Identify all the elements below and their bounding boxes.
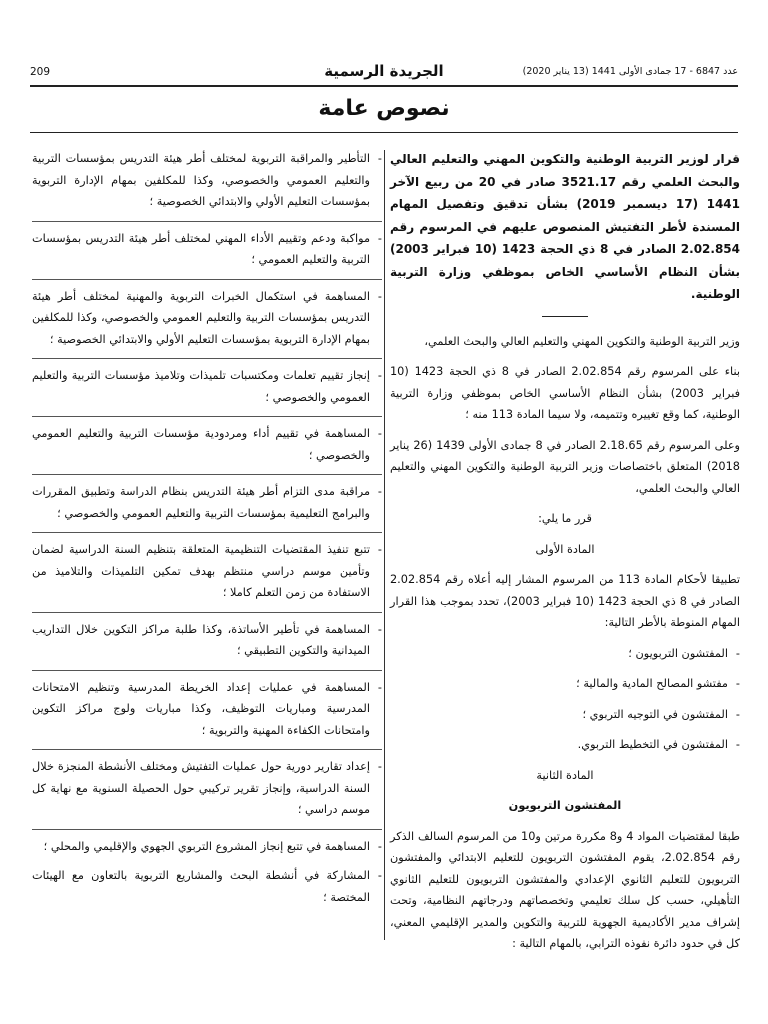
list-item: - مراقبة مدى التزام أطر هيئة التدريس بنظام الدراسة وتطبيق المقررات والبرامج التعليمية بمؤسسات التربية والتعليم العمومي والخصوصي ؛ (32, 485, 382, 520)
gazette-title: الجريدة الرسمية (324, 62, 444, 80)
decree-title: قرار لوزير التربية الوطنية والتكوين المهني والتعليم العالي والبحث العلمي رقم 3521.17 صادر في 20 من ربيع الآخر 1441 (17 ديسمبر 2019) بشأن تدقيق وتفصيل المهام المسندة لأطر التفتيش المنصوص عليهم في المرسوم رقم 2.02.854 الصادر في 8 ذي الحجة 1423 (10 فبراير 2003) بشأن النظام الأساسي الخاص بموظفي وزارة التربية الوطنية. (390, 152, 741, 301)
legal-basis-1: بناء على المرسوم رقم 2.02.854 الصادر في 8 ذي الحجة 1423 (10 فبراير 2003) بشأن النظام الأساسي الخاص بموظفي وزارة التربية الوطنية، كما وقع تغييره وتتميمه، ولا سيما المادة 113 منه ؛ (390, 365, 740, 421)
item-divider (32, 221, 382, 222)
item-divider (32, 416, 382, 417)
item-divider (32, 749, 382, 750)
list-item: - المساهمة في تتبع إنجاز المشروع التربوي الجهوي والإقليمي والمحلي ؛ (43, 839, 382, 853)
article-1-item: - المفتشون في التوجيه التربوي ؛ (582, 707, 740, 721)
section-title: نصوص عامة (318, 96, 450, 121)
item-divider (32, 358, 382, 359)
list-item: - إعداد تقارير دورية حول عمليات التفتيش ومختلف الأنشطة المنجزة خلال السنة الدراسية، وإنجاز تقرير تركيبي حول الحصيلة السنوية مع نهاية كل موسم دراسي ؛ (32, 760, 382, 816)
legal-basis-2: وعلى المرسوم رقم 2.18.65 الصادر في 8 جمادى الأولى 1439 (26 يناير 2018) المتعلق باختصاصات وزير التربية الوطنية والتكوين المهني والتعليم العالي والبحث العلمي، (390, 438, 741, 495)
right-column (390, 148, 740, 964)
item-divider (32, 279, 382, 280)
article-1-item: - مفتشو المصالح المادية والمالية ؛ (576, 677, 740, 690)
article-1-title: المادة الأولى (535, 542, 595, 556)
list-item: - المساهمة في تقييم أداء ومردودية مؤسسات التربية والتعليم العمومي والخصوصي ؛ (32, 427, 382, 462)
page-number: 209 (30, 66, 51, 78)
item-divider (32, 612, 382, 613)
list-item: - مواكبة ودعم وتقييم الأداء المهني لمختلف أطر هيئة التدريس بمؤسسات التربية والتعليم العمومي ؛ (32, 231, 382, 266)
title-rule (30, 132, 738, 133)
article-1-item: - المفتشون في التخطيط التربوي. (577, 738, 740, 751)
item-divider (32, 474, 382, 475)
left-column (32, 148, 382, 916)
list-item: - تتبع تنفيذ المقتضيات التنظيمية المتعلقة بتنظيم السنة الدراسية لضمان وتأمين موسم دراسي منتظم بهدف تمكين التلميذات والتلاميذ من الاستفادة من زمن التعلم كاملا ؛ (32, 543, 382, 599)
decides-line: قرر ما يلي: (538, 512, 592, 525)
list-item: - المشاركة في أنشطة البحث والمشاريع التربوية بالتعاون مع الهيئات المختصة ؛ (32, 869, 382, 904)
page-header (30, 62, 738, 82)
list-item: - التأطير والمراقبة التربوية لمختلف أطر هيئة التدريس بمؤسسات التربية والتعليم العمومي والخصوصي، وكذا للمكلفين بمهام الإدارة التربوية بمؤسسات التعليم الأولي والابتدائي الخصوصية ؛ (32, 152, 382, 208)
column-divider (384, 150, 385, 940)
article-1-text: تطبيقا لأحكام المادة 113 من المرسوم المشار إليه أعلاه رقم 2.02.854 الصادر في 8 ذي الحجة 1423 (10 فبراير 2003)، تحدد بموجب هذا القرار المهام المنوطة بالأطر التالية: (390, 573, 740, 629)
list-item: - إنجاز تقييم تعلمات ومكتسبات تلميذات وتلاميذ مؤسسات التربية والتعليم العمومي والخصوصي ؛ (32, 369, 382, 404)
item-divider (32, 532, 382, 533)
item-divider (32, 829, 382, 830)
article-2-text: طبقا لمقتضيات المواد 4 و8 مكررة مرتين و10 من المرسوم السالف الذكر رقم 2.02.854، يقوم المفتشون التربويون للتعليم الابتدائي والمفتشون التربويون للتعليم الثانوي الإعدادي والمفتشون التربويون للتعليم الثانوي التأهيلي، حسب كل سلك تعليمي وتخصصاتهم ودرجاتهم النظامية، وتحت إشراف مدير الأكاديمية الجهوية للتربية والتكوين والمدير الإقليمي المعني، كل في حدود دائرة نفوذه الترابي، بالمهام التالية : (390, 829, 741, 950)
header-rule (30, 85, 738, 87)
issue-line: عدد 6847 - 17 جمادى الأولى 1441 (13 يناير 2020) (522, 66, 738, 77)
list-item: - المساهمة في عمليات إعداد الخريطة المدرسية وتنظيم الامتحانات المدرسية ومباريات التوظيف، وكذا مباريات ولوج مراكز التكوين وامتحانات الكفاءة المهنية والتربوية ؛ (32, 680, 382, 737)
list-item: - المساهمة في استكمال الخبرات التربوية والمهنية لمختلف أطر هيئة التدريس بمؤسسات التربية والتعليم العمومي والخصوصي، وكذا للمكلفين بمهام الإدارة التربوية بمؤسسات التعليم الأولي والابتدائي الخصوصية ؛ (32, 289, 382, 346)
article-2-title: المادة الثانية (536, 768, 594, 782)
minister-line: وزير التربية الوطنية والتكوين المهني والتعليم العالي والبحث العلمي، (424, 334, 740, 348)
decree-separator (542, 316, 588, 317)
item-divider (32, 670, 382, 671)
article-2-subtitle: المفتشون التربويون (508, 799, 622, 812)
article-1-item: - المفتشون التربويون ؛ (628, 646, 740, 660)
list-item: - المساهمة في تأطير الأساتذة، وكذا طلبة مراكز التكوين خلال التداريب الميدانية والتكوين التطبيقي ؛ (32, 622, 382, 657)
